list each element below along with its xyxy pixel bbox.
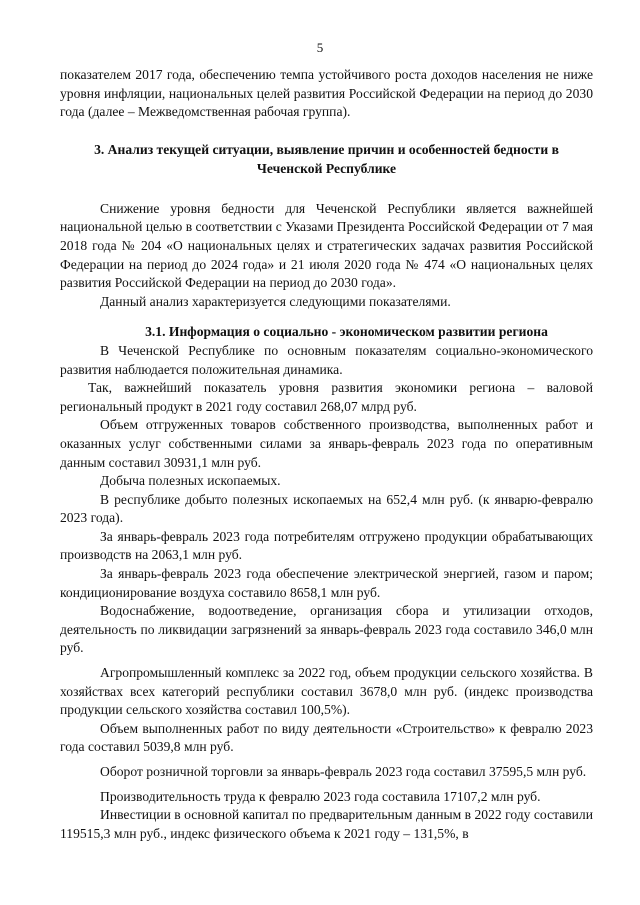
paragraph: Инвестиции в основной капитал по предварительным данным в 2022 году составили 119515,3 млн руб., индекс физического объема к 2021 году – 131,5%, в [60,807,593,841]
paragraph: Агропромышленный комплекс за 2022 год, объем продукции сельского хозяйства. В хозяйствах всех категорий республики составил 3678,0 млн руб. (индекс производства продукции сельского хозяйства составил 100,5%). [60,665,593,718]
paragraph: Объем выполненных работ по виду деятельности «Строительство» к февралю 2023 года составил 5039,8 млн руб. [60,720,593,755]
paragraph: Добыча полезных ископаемых. [100,473,281,489]
paragraph: В Чеченской Республике по основным показателям социально-экономического развития наблюдается положительная динамика. [60,342,593,377]
paragraph: Производительность труда к февралю 2023 года составила 17107,2 млн руб. [100,788,541,804]
paragraph: За январь-февраль 2023 года обеспечение электрической энергией, газом и паром; кондиционирование воздуха составило 8658,1 млн руб. [60,566,593,600]
paragraph: Данный анализ характеризуется следующими показателями. [100,293,451,309]
paragraph: За январь-февраль 2023 года потребителям отгружено продукции обрабатывающих производств на 2063,1 млн руб. [60,528,593,563]
section-3-heading: 3. Анализ текущей ситуации, выявление причин и особенностей бедности в Чеченской Республике [94,141,559,176]
paragraph: Водоснабжение, водоотведение, организация сбора и утилизации отходов, деятельность по ликвидации загрязнений за январь-февраль 2023 года составило 346,0 млн руб. [60,603,593,656]
paragraph: Так, важнейший показатель уровня развития экономики региона – валовой региональный продукт в 2021 году составил 268,07 млрд руб. [60,380,593,414]
intro-paragraph: показателем 2017 года, обеспечению темпа устойчивого роста доходов населения не ниже уровня инфляции, национальных целей развития Российской Федерации на период до 2030 года (далее – Межведомственная рабочая группа). [60,67,593,120]
paragraph: В республике добыто полезных ископаемых на 652,4 млн руб. (к январю-февралю 2023 года). [60,491,593,526]
document-body [60,66,593,843]
section-3-1-heading: 3.1. Информация о социально - экономическом развитии региона [145,324,548,340]
paragraph: Оборот розничной торговли за январь-февраль 2023 года составил 37595,5 млн руб. [100,764,587,779]
paragraph: Снижение уровня бедности для Чеченской Республики является важнейшей национальной целью в соответствии с Указами Президента Российской Федерации от 7 мая 2018 года № 204 «О национальных целях и стратегических задачах развития Российской Федерации на период до 2024 года» и 21 июля 2020 года № 474 «О национальных целях развития Российской Федерации на период до 2030 года». [60,200,593,291]
page-number: 5 [316,40,324,55]
paragraph: Объем отгруженных товаров собственного производства, выполненных работ и оказанных услуг собственными силами за январь-февраль 2023 года по оперативным данным составил 30931,1 млн руб. [60,417,593,470]
